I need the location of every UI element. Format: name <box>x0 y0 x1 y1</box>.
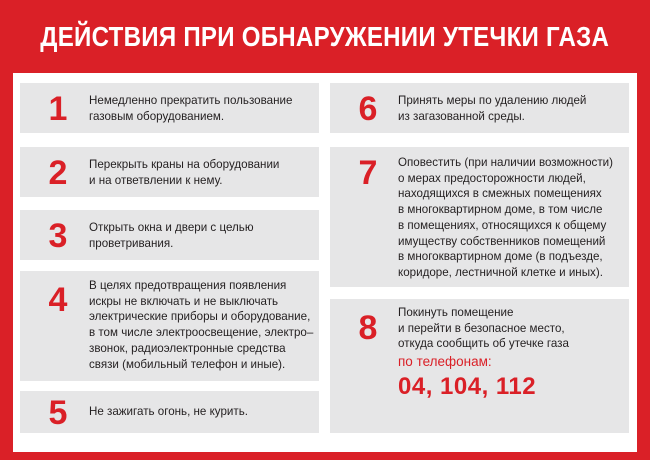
step-number: 5 <box>48 394 68 432</box>
step-card-8 <box>330 299 629 433</box>
step-number: 3 <box>48 217 68 255</box>
step-text: Открыть окна и двери с целью проветривания. <box>89 221 254 250</box>
phone-numbers: 04, 104, 112 <box>398 373 537 400</box>
phone-label: по телефонам: <box>398 354 492 369</box>
step-number: 7 <box>358 154 378 192</box>
step-text: Оповестить (при наличии возможности) о мерах предосторожности людей, находящихся в смежных помещениях в многоквартирном доме, в том числе в помещениях, относящихся к общему имуществу собственников помещений в многоквартирном доме (в подъезде, коридоре, лестничной клетке и иных). <box>398 156 613 279</box>
step-text: Принять меры по удалению людей из загазованной среды. <box>398 94 587 123</box>
step-card-7 <box>330 147 629 287</box>
step-number: 4 <box>48 281 68 319</box>
step-card-3 <box>20 210 319 260</box>
step-card-5 <box>20 391 319 433</box>
poster-title: ДЕЙСТВИЯ ПРИ ОБНАРУЖЕНИИ УТЕЧКИ ГАЗА <box>40 20 610 52</box>
step-text: Покинуть помещение и перейти в безопасное место, откуда сообщить об утечке газа <box>398 306 569 351</box>
step-card-6 <box>330 83 629 133</box>
step-text: В целях предотвращения появления искры не включать и не выключать электрические приборы и оборудование, в том числе электроосвещение, электро– звонок, радиоэлектронные средства связи (мобильный телефон и иные). <box>89 279 314 371</box>
step-card-4 <box>20 271 319 381</box>
step-number: 1 <box>48 90 68 128</box>
step-text: Немедленно прекратить пользование газовым оборудованием. <box>89 94 293 123</box>
step-number: 2 <box>48 154 68 192</box>
step-text: Перекрыть краны на оборудовании и на ответвлении к нему. <box>89 158 280 187</box>
title-bar <box>13 0 637 73</box>
steps-panel <box>13 73 637 452</box>
step-number: 8 <box>358 309 378 347</box>
step-number: 6 <box>358 90 378 128</box>
step-card-1 <box>20 83 319 133</box>
step-card-2 <box>20 147 319 197</box>
step-text: Не зажигать огонь, не курить. <box>89 405 248 418</box>
